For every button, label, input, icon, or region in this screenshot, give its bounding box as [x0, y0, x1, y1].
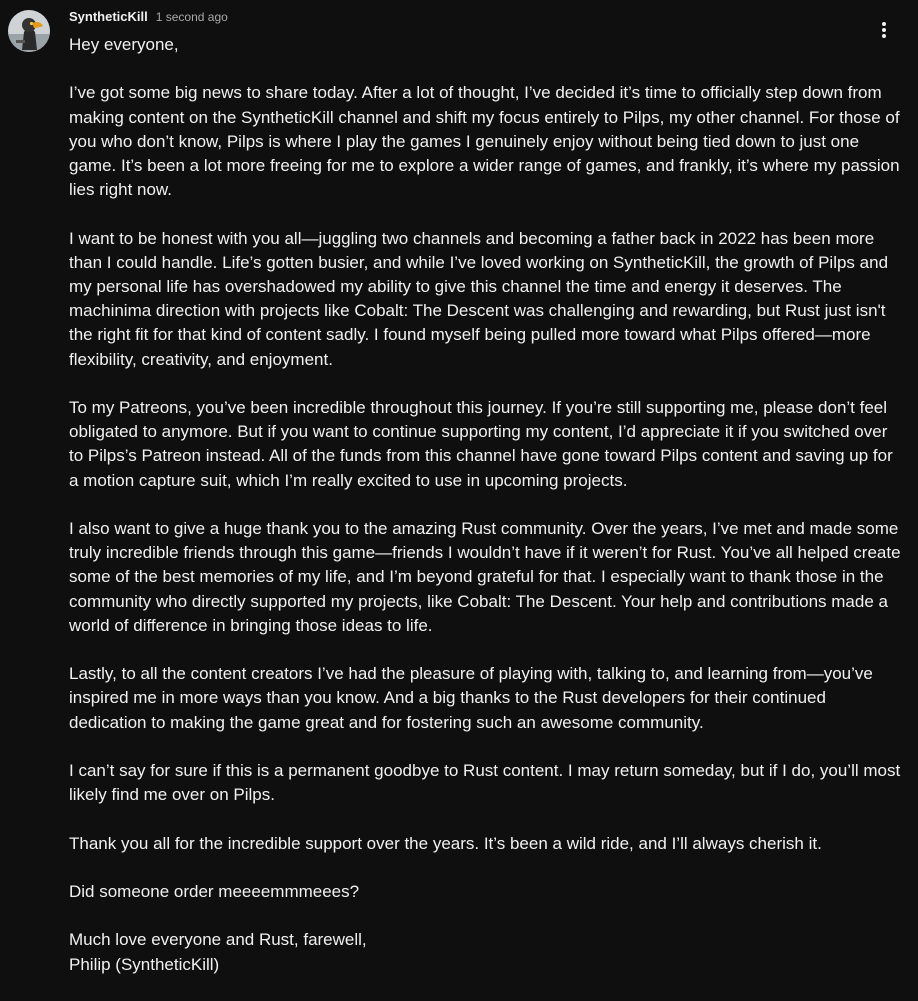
avatar-icon [8, 10, 50, 52]
post-paragraph: Thank you all for the incredible support over the years. It’s been a wild ride, and I’ll always cherish it. [69, 833, 822, 853]
signoff-line: Much love everyone and Rust, farewell, [69, 930, 367, 950]
post-timestamp[interactable]: 1 second ago [155, 10, 228, 24]
post-body [69, 33, 904, 977]
post-paragraph: To my Patreons, you’ve been incredible throughout this journey. If you’re still supporting me, please don’t feel obligated to anymore. But if you want to continue supporting my content, I’d appreciate it if you switched over to Pilps’s Patreon instead. All of the funds from this channel have gone toward Pilps content and saving up for a motion capture suit, which I’m really excited to use in upcoming projects. [69, 398, 893, 490]
post-paragraph: I want to be honest with you all—juggling two channels and becoming a father back in 2022 has been more than I could handle. Life’s gotten busier, and while I’ve loved working on SyntheticKill, the growth of Pilps and my personal life has overshadowed my ability to give this channel the time and energy it deserves. The machinima direction with projects like Cobalt: The Descent was challenging and rewarding, but Rust just isn't the right fit for that kind of content sadly. I found myself being pulled more toward what Pilps offered—more flexibility, creativity, and enjoyment. [69, 228, 889, 369]
signoff-signature: Philip (SyntheticKill) [69, 954, 220, 974]
post-greeting: Hey everyone, [69, 35, 179, 54]
post-paragraph: Did someone order meeeemmmeees? [69, 881, 360, 901]
author-name[interactable]: SyntheticKill [69, 9, 148, 24]
post-paragraph: I’ve got some big news to share today. After a lot of thought, I’ve decided it’s time to officially step down from making content on the SyntheticKill channel and shift my focus entirely to Pilps, my other channel. For those of you who don’t know, Pilps is where I play the games I genuinely enjoy without being tied down to just one game. It’s been a lot more freeing for me to explore a wider range of games, and frankly, it’s where my passion lies right now. [69, 83, 900, 200]
post-paragraph: I can’t say for sure if this is a permanent goodbye to Rust content. I may return someday, but if I do, you’ll most likely find me over on Pilps. [69, 761, 901, 805]
post-paragraph: Lastly, to all the content creators I’ve had the pleasure of playing with, talking to, and learning from—you’ve inspired me in more ways than you know. And a big thanks to the Rust developers for their continued dedication to making the game great and for fostering such an awesome community. [69, 664, 873, 732]
post-header [69, 9, 228, 24]
author-avatar[interactable] [8, 10, 50, 52]
post-paragraph: I also want to give a huge thank you to the amazing Rust community. Over the years, I’ve met and made some truly incredible friends through this game—friends I wouldn’t have if it weren’t for Rust. You’ve all helped create some of the best memories of my life, and I’m beyond grateful for that. I especially want to thank those in the community who directly supported my projects, like Cobalt: The Descent. Your help and contributions made a world of difference in bringing those ideas to life. [69, 519, 901, 635]
